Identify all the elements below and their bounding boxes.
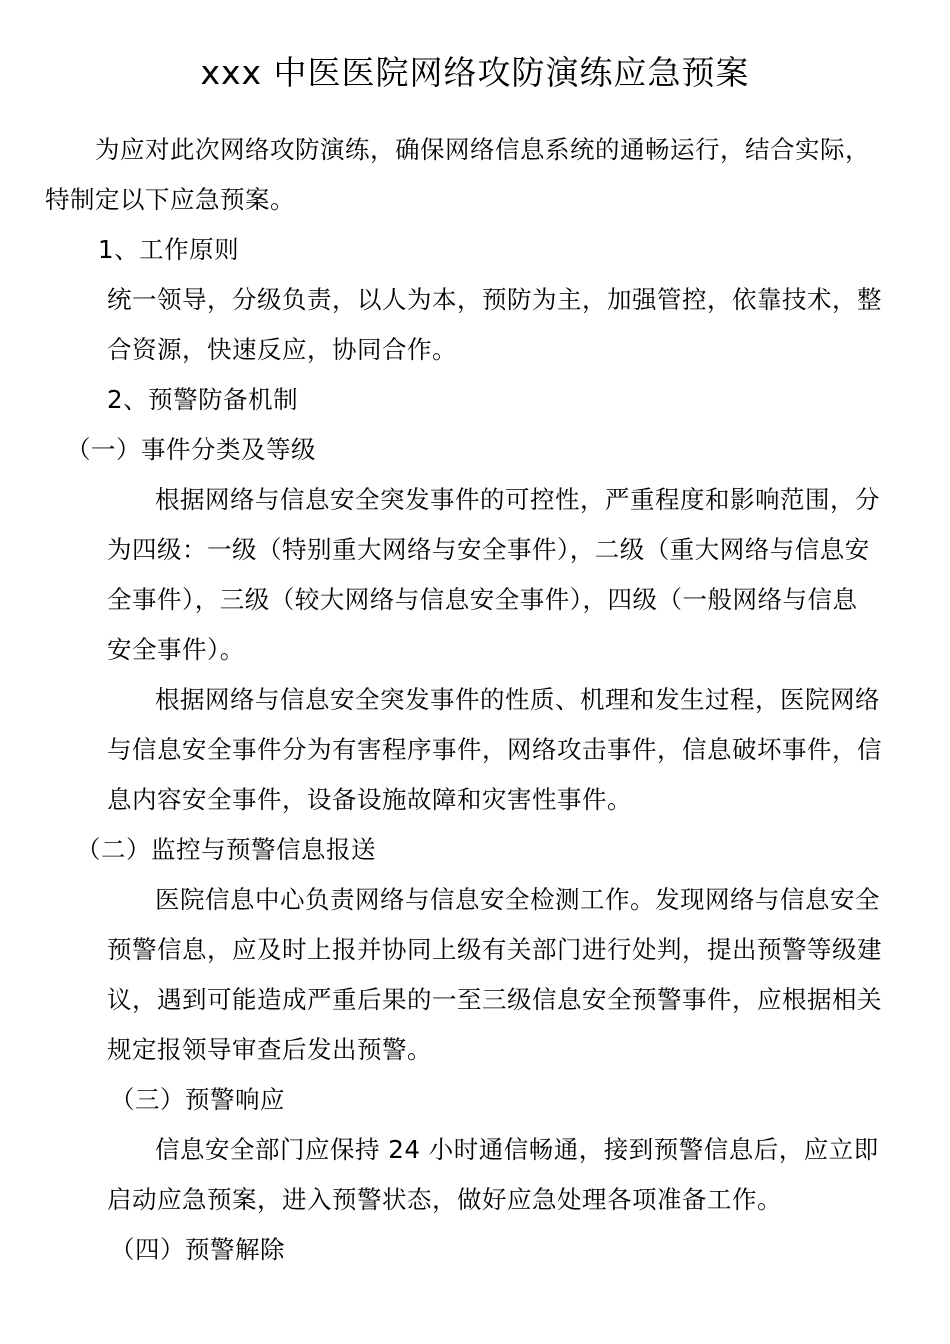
subsection-2-text-line: 医院信息中心负责网络与信息安全检测工作。发现网络与信息安全 [155,885,880,914]
intro-line: 特制定以下应急预案。 [45,185,295,214]
subsection-1-text-line: 根据网络与信息安全突发事件的可控性，严重程度和影响范围，分 [155,485,880,514]
subsection-heading-1: （一）事件分类及等级 [66,435,316,464]
subsection-1-text-line: 安全事件）。 [107,635,245,664]
subsection-3-text-line: 启动应急预案，进入预警状态，做好应急处理各项准备工作。 [107,1185,782,1214]
subsection-heading-4: （四）预警解除 [110,1235,285,1264]
subsection-1-text-line: 根据网络与信息安全突发事件的性质、机理和发生过程，医院网络 [155,685,880,714]
subsection-1-text-line: 与信息安全事件分为有害程序事件，网络攻击事件，信息破坏事件，信 [107,735,882,764]
subsection-heading-2: （二）监控与预警信息报送 [76,835,376,864]
subsection-1-text-line: 息内容安全事件，设备设施故障和灾害性事件。 [107,785,632,814]
subsection-2-text-line: 议，遇到可能造成严重后果的一至三级信息安全预警事件，应根据相关 [107,985,882,1014]
section-heading-2: 2、预警防备机制 [107,385,299,414]
section-1-text-line: 合资源，快速反应，协同合作。 [107,335,457,364]
subsection-heading-3: （三）预警响应 [110,1085,285,1114]
subsection-3-text-line: 信息安全部门应保持 24 小时通信畅通，接到预警信息后，应立即 [155,1135,879,1164]
section-heading-1: 1、工作原则 [98,235,240,264]
subsection-2-text-line: 预警信息，应及时上报并协同上级有关部门进行处判，提出预警等级建 [107,935,882,964]
subsection-1-text-line: 全事件），三级（较大网络与信息安全事件），四级（一般网络与信息 [107,585,858,614]
intro-line: 为应对此次网络攻防演练，确保网络信息系统的通畅运行，结合实际， [95,135,870,164]
section-1-text-line: 统一领导，分级负责，以人为本，预防为主，加强管控，依靠技术，整 [107,285,882,314]
document-title: xxx 中医医院网络攻防演练应急预案 [200,53,750,92]
subsection-1-text-line: 为四级：一级（特别重大网络与安全事件），二级（重大网络与信息安 [107,535,870,564]
subsection-2-text-line: 规定报领导审查后发出预警。 [107,1035,432,1064]
